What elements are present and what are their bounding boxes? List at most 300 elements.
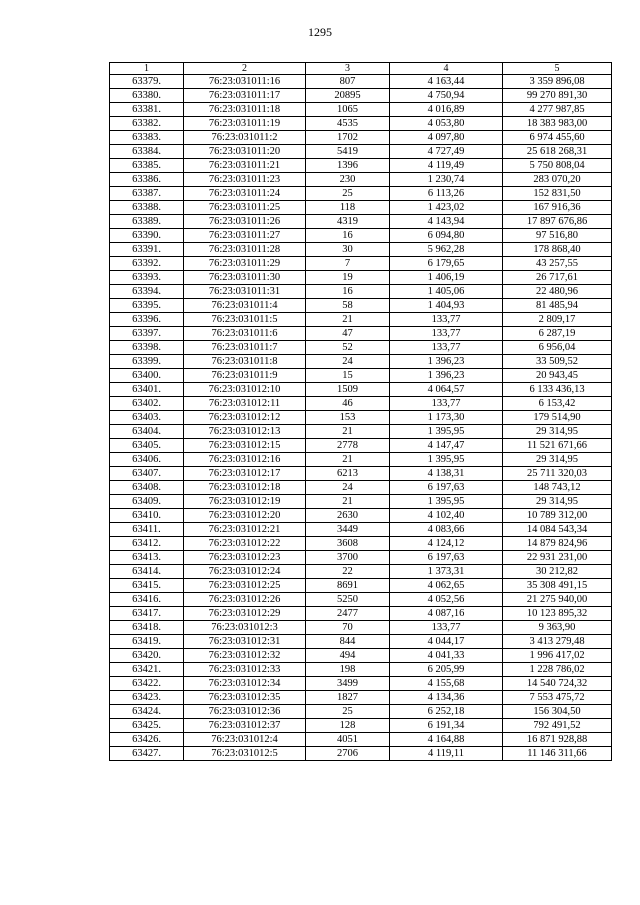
cadastral-number-cell: 76:23:031011:29 <box>184 257 306 271</box>
row-number-cell: 63391. <box>110 243 184 257</box>
row-number-cell: 63388. <box>110 201 184 215</box>
table-row <box>110 705 612 719</box>
table-row <box>110 593 612 607</box>
rate-cell: 4 041,33 <box>390 649 503 663</box>
cadastral-number-cell: 76:23:031011:30 <box>184 271 306 285</box>
table-row <box>110 75 612 89</box>
rate-cell: 1 396,23 <box>390 355 503 369</box>
area-cell: 128 <box>306 719 390 733</box>
cadastral-number-cell: 76:23:031011:6 <box>184 327 306 341</box>
column-header: 5 <box>503 63 612 75</box>
cadastral-number-cell: 76:23:031011:18 <box>184 103 306 117</box>
cadastral-number-cell: 76:23:031012:19 <box>184 495 306 509</box>
table-row <box>110 677 612 691</box>
area-cell: 1827 <box>306 691 390 705</box>
area-cell: 24 <box>306 481 390 495</box>
cadastral-number-cell: 76:23:031011:23 <box>184 173 306 187</box>
rate-cell: 1 230,74 <box>390 173 503 187</box>
rate-cell: 5 962,28 <box>390 243 503 257</box>
row-number-cell: 63386. <box>110 173 184 187</box>
area-cell: 21 <box>306 425 390 439</box>
row-number-cell: 63421. <box>110 663 184 677</box>
table-row <box>110 467 612 481</box>
value-cell: 4 277 987,85 <box>503 103 612 117</box>
row-number-cell: 63422. <box>110 677 184 691</box>
row-number-cell: 63403. <box>110 411 184 425</box>
rate-cell: 1 173,30 <box>390 411 503 425</box>
row-number-cell: 63395. <box>110 299 184 313</box>
rate-cell: 4 064,57 <box>390 383 503 397</box>
value-cell: 3 359 896,08 <box>503 75 612 89</box>
value-cell: 35 308 491,15 <box>503 579 612 593</box>
column-header: 2 <box>184 63 306 75</box>
rate-cell: 4 044,17 <box>390 635 503 649</box>
row-number-cell: 63404. <box>110 425 184 439</box>
rate-cell: 1 396,23 <box>390 369 503 383</box>
rate-cell: 4 163,44 <box>390 75 503 89</box>
area-cell: 1396 <box>306 159 390 173</box>
table-row <box>110 145 612 159</box>
rate-cell: 4 147,47 <box>390 439 503 453</box>
area-cell: 47 <box>306 327 390 341</box>
area-cell: 4319 <box>306 215 390 229</box>
row-number-cell: 63405. <box>110 439 184 453</box>
cadastral-number-cell: 76:23:031012:12 <box>184 411 306 425</box>
area-cell: 1702 <box>306 131 390 145</box>
row-number-cell: 63418. <box>110 621 184 635</box>
rate-cell: 1 404,93 <box>390 299 503 313</box>
value-cell: 179 514,90 <box>503 411 612 425</box>
table-row <box>110 439 612 453</box>
value-cell: 5 750 808,04 <box>503 159 612 173</box>
table-row <box>110 691 612 705</box>
value-cell: 792 491,52 <box>503 719 612 733</box>
rate-cell: 4 164,88 <box>390 733 503 747</box>
row-number-cell: 63392. <box>110 257 184 271</box>
value-cell: 156 304,50 <box>503 705 612 719</box>
table-body <box>110 75 612 761</box>
row-number-cell: 63401. <box>110 383 184 397</box>
table-row <box>110 551 612 565</box>
value-cell: 6 133 436,13 <box>503 383 612 397</box>
row-number-cell: 63414. <box>110 565 184 579</box>
row-number-cell: 63425. <box>110 719 184 733</box>
rate-cell: 6 197,63 <box>390 551 503 565</box>
area-cell: 46 <box>306 397 390 411</box>
area-cell: 30 <box>306 243 390 257</box>
table-row <box>110 117 612 131</box>
row-number-cell: 63415. <box>110 579 184 593</box>
cadastral-number-cell: 76:23:031011:7 <box>184 341 306 355</box>
area-cell: 19 <box>306 271 390 285</box>
table-row <box>110 355 612 369</box>
table-row <box>110 215 612 229</box>
cadastral-number-cell: 76:23:031011:8 <box>184 355 306 369</box>
table-row <box>110 635 612 649</box>
rate-cell: 4 134,36 <box>390 691 503 705</box>
cadastral-number-cell: 76:23:031012:32 <box>184 649 306 663</box>
value-cell: 178 868,40 <box>503 243 612 257</box>
cadastral-number-cell: 76:23:031012:20 <box>184 509 306 523</box>
row-number-cell: 63412. <box>110 537 184 551</box>
table-row <box>110 383 612 397</box>
area-cell: 16 <box>306 285 390 299</box>
table-row <box>110 397 612 411</box>
cadastral-number-cell: 76:23:031011:9 <box>184 369 306 383</box>
value-cell: 11 146 311,66 <box>503 747 612 761</box>
area-cell: 1509 <box>306 383 390 397</box>
table-row <box>110 481 612 495</box>
rate-cell: 6 113,26 <box>390 187 503 201</box>
table-row <box>110 509 612 523</box>
table-row <box>110 89 612 103</box>
row-number-cell: 63408. <box>110 481 184 495</box>
table-row <box>110 341 612 355</box>
value-cell: 29 314,95 <box>503 453 612 467</box>
rate-cell: 1 405,06 <box>390 285 503 299</box>
value-cell: 30 212,82 <box>503 565 612 579</box>
rate-cell: 4 138,31 <box>390 467 503 481</box>
rate-cell: 133,77 <box>390 397 503 411</box>
rate-cell: 133,77 <box>390 621 503 635</box>
table-row <box>110 719 612 733</box>
cadastral-number-cell: 76:23:031012:29 <box>184 607 306 621</box>
rate-cell: 6 252,18 <box>390 705 503 719</box>
value-cell: 7 553 475,72 <box>503 691 612 705</box>
row-number-cell: 63389. <box>110 215 184 229</box>
cadastral-number-cell: 76:23:031012:11 <box>184 397 306 411</box>
cadastral-number-cell: 76:23:031012:21 <box>184 523 306 537</box>
row-number-cell: 63384. <box>110 145 184 159</box>
rate-cell: 4 143,94 <box>390 215 503 229</box>
area-cell: 52 <box>306 341 390 355</box>
area-cell: 494 <box>306 649 390 663</box>
table-row <box>110 579 612 593</box>
table-row <box>110 621 612 635</box>
page-number: 1295 <box>308 25 332 39</box>
cadastral-number-cell: 76:23:031012:17 <box>184 467 306 481</box>
value-cell: 11 521 671,66 <box>503 439 612 453</box>
cadastral-number-cell: 76:23:031012:3 <box>184 621 306 635</box>
cadastral-number-cell: 76:23:031011:5 <box>184 313 306 327</box>
table-row <box>110 257 612 271</box>
row-number-cell: 63420. <box>110 649 184 663</box>
rate-cell: 4 087,16 <box>390 607 503 621</box>
table-row <box>110 131 612 145</box>
value-cell: 6 153,42 <box>503 397 612 411</box>
cadastral-number-cell: 76:23:031012:13 <box>184 425 306 439</box>
row-number-cell: 63413. <box>110 551 184 565</box>
row-number-cell: 63380. <box>110 89 184 103</box>
table-row <box>110 313 612 327</box>
area-cell: 3449 <box>306 523 390 537</box>
value-cell: 2 809,17 <box>503 313 612 327</box>
cadastral-number-cell: 76:23:031011:28 <box>184 243 306 257</box>
value-cell: 29 314,95 <box>503 425 612 439</box>
cadastral-number-cell: 76:23:031012:23 <box>184 551 306 565</box>
cadastral-number-cell: 76:23:031012:34 <box>184 677 306 691</box>
value-cell: 10 123 895,32 <box>503 607 612 621</box>
rate-cell: 6 197,63 <box>390 481 503 495</box>
row-number-cell: 63383. <box>110 131 184 145</box>
cadastral-number-cell: 76:23:031012:24 <box>184 565 306 579</box>
value-cell: 1 228 786,02 <box>503 663 612 677</box>
cadastral-number-cell: 76:23:031012:15 <box>184 439 306 453</box>
cadastral-number-cell: 76:23:031011:26 <box>184 215 306 229</box>
cadastral-number-cell: 76:23:031012:31 <box>184 635 306 649</box>
row-number-cell: 63416. <box>110 593 184 607</box>
table-row <box>110 271 612 285</box>
table-row <box>110 103 612 117</box>
value-cell: 148 743,12 <box>503 481 612 495</box>
table-row <box>110 369 612 383</box>
area-cell: 4051 <box>306 733 390 747</box>
rate-cell: 4 062,65 <box>390 579 503 593</box>
area-cell: 21 <box>306 453 390 467</box>
area-cell: 22 <box>306 565 390 579</box>
row-number-cell: 63393. <box>110 271 184 285</box>
rate-cell: 133,77 <box>390 327 503 341</box>
value-cell: 26 717,61 <box>503 271 612 285</box>
area-cell: 21 <box>306 313 390 327</box>
value-cell: 99 270 891,30 <box>503 89 612 103</box>
table-row <box>110 537 612 551</box>
cadastral-number-cell: 76:23:031011:21 <box>184 159 306 173</box>
table-row <box>110 229 612 243</box>
row-number-cell: 63390. <box>110 229 184 243</box>
column-header: 3 <box>306 63 390 75</box>
data-table <box>109 62 612 761</box>
value-cell: 25 618 268,31 <box>503 145 612 159</box>
value-cell: 29 314,95 <box>503 495 612 509</box>
cadastral-number-cell: 76:23:031011:4 <box>184 299 306 313</box>
value-cell: 25 711 320,03 <box>503 467 612 481</box>
rate-cell: 1 395,95 <box>390 495 503 509</box>
table-row <box>110 523 612 537</box>
row-number-cell: 63398. <box>110 341 184 355</box>
area-cell: 15 <box>306 369 390 383</box>
header-row <box>110 63 612 75</box>
value-cell: 14 084 543,34 <box>503 523 612 537</box>
rate-cell: 1 406,19 <box>390 271 503 285</box>
value-cell: 152 831,50 <box>503 187 612 201</box>
column-header: 4 <box>390 63 503 75</box>
value-cell: 167 916,36 <box>503 201 612 215</box>
area-cell: 5419 <box>306 145 390 159</box>
area-cell: 807 <box>306 75 390 89</box>
row-number-cell: 63410. <box>110 509 184 523</box>
area-cell: 25 <box>306 187 390 201</box>
rate-cell: 1 395,95 <box>390 425 503 439</box>
area-cell: 2477 <box>306 607 390 621</box>
row-number-cell: 63381. <box>110 103 184 117</box>
rate-cell: 6 179,65 <box>390 257 503 271</box>
value-cell: 22 480,96 <box>503 285 612 299</box>
cadastral-number-cell: 76:23:031012:16 <box>184 453 306 467</box>
row-number-cell: 63382. <box>110 117 184 131</box>
value-cell: 21 275 940,00 <box>503 593 612 607</box>
rate-cell: 4 727,49 <box>390 145 503 159</box>
table-row <box>110 495 612 509</box>
value-cell: 22 931 231,00 <box>503 551 612 565</box>
area-cell: 58 <box>306 299 390 313</box>
value-cell: 81 485,94 <box>503 299 612 313</box>
cadastral-number-cell: 76:23:031011:24 <box>184 187 306 201</box>
rate-cell: 6 191,34 <box>390 719 503 733</box>
cadastral-number-cell: 76:23:031011:19 <box>184 117 306 131</box>
row-number-cell: 63409. <box>110 495 184 509</box>
area-cell: 70 <box>306 621 390 635</box>
cadastral-number-cell: 76:23:031012:22 <box>184 537 306 551</box>
row-number-cell: 63426. <box>110 733 184 747</box>
value-cell: 10 789 312,00 <box>503 509 612 523</box>
rate-cell: 4 016,89 <box>390 103 503 117</box>
row-number-cell: 63402. <box>110 397 184 411</box>
row-number-cell: 63397. <box>110 327 184 341</box>
table-row <box>110 173 612 187</box>
cadastral-number-cell: 76:23:031011:2 <box>184 131 306 145</box>
table-row <box>110 663 612 677</box>
value-cell: 20 943,45 <box>503 369 612 383</box>
cadastral-number-cell: 76:23:031012:35 <box>184 691 306 705</box>
table-row <box>110 649 612 663</box>
area-cell: 3700 <box>306 551 390 565</box>
value-cell: 43 257,55 <box>503 257 612 271</box>
rate-cell: 4 097,80 <box>390 131 503 145</box>
rate-cell: 4 052,56 <box>390 593 503 607</box>
area-cell: 21 <box>306 495 390 509</box>
area-cell: 24 <box>306 355 390 369</box>
row-number-cell: 63396. <box>110 313 184 327</box>
value-cell: 14 540 724,32 <box>503 677 612 691</box>
area-cell: 198 <box>306 663 390 677</box>
area-cell: 2706 <box>306 747 390 761</box>
rate-cell: 1 373,31 <box>390 565 503 579</box>
row-number-cell: 63423. <box>110 691 184 705</box>
rate-cell: 4 102,40 <box>390 509 503 523</box>
cadastral-number-cell: 76:23:031011:25 <box>184 201 306 215</box>
cadastral-number-cell: 76:23:031012:26 <box>184 593 306 607</box>
value-cell: 283 070,20 <box>503 173 612 187</box>
area-cell: 844 <box>306 635 390 649</box>
rate-cell: 4 053,80 <box>390 117 503 131</box>
row-number-cell: 63379. <box>110 75 184 89</box>
table-row <box>110 453 612 467</box>
value-cell: 6 287,19 <box>503 327 612 341</box>
value-cell: 6 956,04 <box>503 341 612 355</box>
rate-cell: 4 083,66 <box>390 523 503 537</box>
area-cell: 118 <box>306 201 390 215</box>
area-cell: 3499 <box>306 677 390 691</box>
row-number-cell: 63411. <box>110 523 184 537</box>
cadastral-number-cell: 76:23:031012:18 <box>184 481 306 495</box>
area-cell: 4535 <box>306 117 390 131</box>
cadastral-number-cell: 76:23:031012:33 <box>184 663 306 677</box>
row-number-cell: 63419. <box>110 635 184 649</box>
rate-cell: 133,77 <box>390 341 503 355</box>
row-number-cell: 63407. <box>110 467 184 481</box>
table-row <box>110 733 612 747</box>
area-cell: 230 <box>306 173 390 187</box>
row-number-cell: 63417. <box>110 607 184 621</box>
value-cell: 6 974 455,60 <box>503 131 612 145</box>
cadastral-number-cell: 76:23:031011:17 <box>184 89 306 103</box>
cadastral-number-cell: 76:23:031011:20 <box>184 145 306 159</box>
cadastral-number-cell: 76:23:031012:5 <box>184 747 306 761</box>
rate-cell: 4 750,94 <box>390 89 503 103</box>
row-number-cell: 63394. <box>110 285 184 299</box>
table-row <box>110 187 612 201</box>
area-cell: 3608 <box>306 537 390 551</box>
rate-cell: 1 395,95 <box>390 453 503 467</box>
rate-cell: 4 155,68 <box>390 677 503 691</box>
table-row <box>110 425 612 439</box>
row-number-cell: 63406. <box>110 453 184 467</box>
cadastral-number-cell: 76:23:031012:25 <box>184 579 306 593</box>
table-row <box>110 747 612 761</box>
rate-cell: 4 119,49 <box>390 159 503 173</box>
cadastral-number-cell: 76:23:031012:36 <box>184 705 306 719</box>
table-row <box>110 201 612 215</box>
area-cell: 153 <box>306 411 390 425</box>
rate-cell: 6 205,99 <box>390 663 503 677</box>
area-cell: 2778 <box>306 439 390 453</box>
table-row <box>110 243 612 257</box>
cadastral-number-cell: 76:23:031011:16 <box>184 75 306 89</box>
area-cell: 5250 <box>306 593 390 607</box>
area-cell: 2630 <box>306 509 390 523</box>
rate-cell: 4 124,12 <box>390 537 503 551</box>
row-number-cell: 63399. <box>110 355 184 369</box>
area-cell: 6213 <box>306 467 390 481</box>
value-cell: 3 413 279,48 <box>503 635 612 649</box>
row-number-cell: 63424. <box>110 705 184 719</box>
rate-cell: 4 119,11 <box>390 747 503 761</box>
area-cell: 8691 <box>306 579 390 593</box>
area-cell: 7 <box>306 257 390 271</box>
value-cell: 97 516,80 <box>503 229 612 243</box>
cadastral-number-cell: 76:23:031011:31 <box>184 285 306 299</box>
table-row <box>110 327 612 341</box>
table-row <box>110 411 612 425</box>
area-cell: 25 <box>306 705 390 719</box>
table-row <box>110 285 612 299</box>
rate-cell: 1 423,02 <box>390 201 503 215</box>
cadastral-number-cell: 76:23:031012:10 <box>184 383 306 397</box>
area-cell: 1065 <box>306 103 390 117</box>
area-cell: 16 <box>306 229 390 243</box>
cadastral-number-cell: 76:23:031011:27 <box>184 229 306 243</box>
rate-cell: 6 094,80 <box>390 229 503 243</box>
row-number-cell: 63427. <box>110 747 184 761</box>
rate-cell: 133,77 <box>390 313 503 327</box>
column-header: 1 <box>110 63 184 75</box>
table-row <box>110 565 612 579</box>
table-row <box>110 299 612 313</box>
cadastral-number-cell: 76:23:031012:4 <box>184 733 306 747</box>
cadastral-number-cell: 76:23:031012:37 <box>184 719 306 733</box>
value-cell: 16 871 928,88 <box>503 733 612 747</box>
row-number-cell: 63385. <box>110 159 184 173</box>
value-cell: 18 383 983,00 <box>503 117 612 131</box>
row-number-cell: 63400. <box>110 369 184 383</box>
value-cell: 14 879 824,96 <box>503 537 612 551</box>
table-row <box>110 159 612 173</box>
value-cell: 9 363,90 <box>503 621 612 635</box>
value-cell: 17 897 676,86 <box>503 215 612 229</box>
value-cell: 33 509,52 <box>503 355 612 369</box>
row-number-cell: 63387. <box>110 187 184 201</box>
